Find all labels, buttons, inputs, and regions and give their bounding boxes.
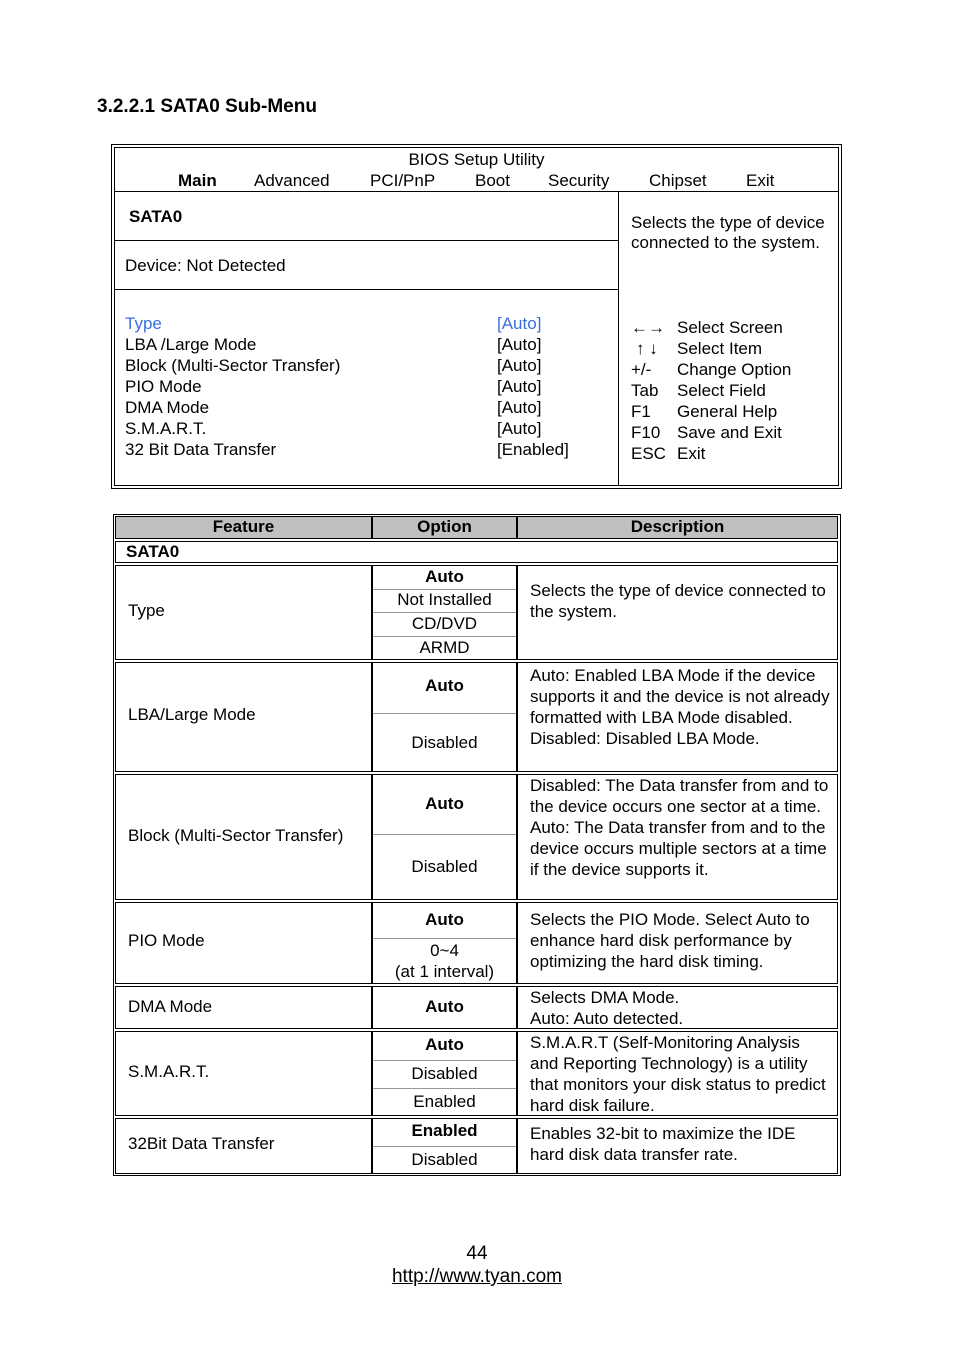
table-row-pio-description: [517, 902, 838, 984]
table-row-smart-options: [372, 1031, 517, 1116]
option-value: Enabled: [373, 1121, 516, 1147]
table-row-32bit-feature: [115, 1118, 372, 1174]
key-action: General Help: [677, 402, 778, 421]
table-row-lba-feature: [115, 662, 372, 772]
description-text: S.M.A.R.T (Self-Monitoring Analysis and Reporting Technology) is a utility that monitors your disk status to predict hard disk failure.: [530, 1033, 826, 1115]
key-label: Tab: [631, 381, 659, 400]
key-legend: [631, 317, 831, 464]
footer-link-wrap: [0, 1266, 954, 1288]
option-value: CD/DVD: [373, 614, 516, 637]
bios-item-lba[interactable]: LBA /Large Mode: [125, 335, 257, 354]
bios-item-smart[interactable]: S.M.A.R.T.: [125, 419, 207, 438]
feature-label: 32Bit Data Transfer: [128, 1134, 275, 1153]
option-value: ARMD: [419, 638, 470, 657]
key-action: Exit: [677, 444, 706, 463]
description-text: Auto: Enabled LBA Mode if the device supports it and the device is not already formatted with LBA Mode disabled. Disabled: Disabled LBA Mode.: [530, 666, 830, 748]
option-value: Auto: [373, 1035, 516, 1061]
divider: [115, 240, 618, 241]
bios-frame: [114, 147, 839, 486]
page-number: 44: [466, 1243, 488, 1264]
option-value: Auto: [425, 997, 464, 1016]
option-value: (at 1 interval): [394, 962, 495, 981]
divider: [115, 191, 838, 192]
bios-value-smart[interactable]: [Auto]: [497, 419, 542, 438]
option-value: Disabled: [411, 1150, 478, 1169]
option-value: Not Installed: [373, 590, 516, 613]
description-text: Selects the type of device connected to the system.: [530, 581, 826, 621]
feature-label: Type: [128, 601, 165, 620]
menu-main[interactable]: Main: [178, 171, 217, 190]
table-row-block-options: [372, 774, 517, 900]
option-value: Disabled: [373, 1064, 516, 1089]
key-action: Select Item: [677, 339, 763, 358]
table-row-32bit-description: [517, 1118, 838, 1174]
table-row-type-options: [372, 565, 517, 660]
header-description: Description: [517, 516, 838, 539]
bios-item-values: [497, 313, 607, 460]
key-action: Select Screen: [677, 318, 783, 337]
feature-label: LBA/Large Mode: [128, 705, 256, 724]
option-value: Disabled: [411, 857, 478, 876]
bios-screen: [111, 144, 842, 489]
menu-advanced[interactable]: Advanced: [254, 171, 330, 190]
bios-item-type[interactable]: Type: [125, 314, 162, 333]
key-action: Save and Exit: [677, 423, 782, 442]
footer-link[interactable]: http://www.tyan.com: [391, 1266, 562, 1287]
feature-label: S.M.A.R.T.: [128, 1062, 210, 1081]
description-text: Selects DMA Mode. Auto: Auto detected.: [530, 988, 684, 1028]
header-feature: Feature: [115, 516, 372, 539]
table-row-lba-description: [517, 662, 838, 772]
option-value: Auto: [373, 794, 516, 835]
table-row-block-feature: [115, 774, 372, 900]
table-row-32bit-options: [372, 1118, 517, 1174]
section-heading: 3.2.2.1 SATA0 Sub-Menu: [97, 96, 317, 117]
table-row-dma-feature: [115, 986, 372, 1029]
key-label: F10: [631, 423, 661, 442]
help-text: Selects the type of device connected to the system.: [631, 213, 825, 252]
description-text: Selects the PIO Mode. Select Auto to enhance hard disk performance by optimizing the hard disk timing.: [530, 910, 810, 971]
option-value: Auto: [373, 910, 516, 939]
option-value: 0~4: [430, 941, 459, 960]
bios-item-labels: [125, 313, 485, 460]
table-section: SATA0: [115, 541, 838, 563]
bios-value-lba[interactable]: [Auto]: [497, 335, 542, 354]
menu-security[interactable]: Security: [548, 171, 610, 190]
bios-item-pio[interactable]: PIO Mode: [125, 377, 202, 396]
bios-item-32bit[interactable]: 32 Bit Data Transfer: [125, 440, 277, 459]
divider: [115, 289, 618, 290]
menu-pcipnp[interactable]: PCI/PnP: [370, 171, 436, 190]
bios-section-title: SATA0: [129, 207, 183, 226]
menu-boot[interactable]: Boot: [475, 171, 510, 190]
table-row-smart-description: [517, 1031, 838, 1116]
table-row-block-description: [517, 774, 838, 900]
key-label: +/-: [631, 360, 652, 379]
key-label: F1: [631, 402, 651, 421]
arrow-up-down-icon: ↑ ↓: [636, 339, 658, 358]
option-value: Auto: [373, 676, 516, 714]
table-row-dma-description: [517, 986, 838, 1029]
option-value: Enabled: [413, 1092, 476, 1111]
bios-value-pio[interactable]: [Auto]: [497, 377, 542, 396]
bios-item-block[interactable]: Block (Multi-Sector Transfer): [125, 356, 341, 375]
description-text: Disabled: The Data transfer from and to the device occurs one sector at a time. Auto: The Data transfer from and to the device occurs multiple sectors at a time if the device supports it.: [530, 776, 829, 879]
option-value: Disabled: [411, 733, 478, 752]
bios-value-type[interactable]: [Auto]: [497, 314, 542, 333]
key-action: Select Field: [677, 381, 766, 400]
bios-value-32bit[interactable]: [Enabled]: [497, 440, 569, 459]
table-row-pio-options: [372, 902, 517, 984]
divider: [618, 191, 619, 485]
table-row-smart-feature: [115, 1031, 372, 1116]
bios-item-dma[interactable]: DMA Mode: [125, 398, 210, 417]
arrow-left-right-icon: ←→: [631, 318, 665, 337]
table-row-type-feature: [115, 565, 372, 660]
menu-exit[interactable]: Exit: [746, 171, 775, 190]
table-row-lba-options: [372, 662, 517, 772]
key-label: ESC: [631, 444, 666, 463]
feature-table: [113, 514, 841, 1176]
feature-label: PIO Mode: [128, 931, 205, 950]
header-option: Option: [372, 516, 517, 539]
table-row-pio-feature: [115, 902, 372, 984]
feature-label: DMA Mode: [128, 997, 213, 1016]
device-status: Device: Not Detected: [125, 256, 286, 275]
bios-value-block[interactable]: [Auto]: [497, 356, 542, 375]
key-action: Change Option: [677, 360, 792, 379]
description-text: Enables 32-bit to maximize the IDE hard disk data transfer rate.: [530, 1124, 796, 1164]
bios-title: BIOS Setup Utility: [408, 150, 545, 169]
option-value: Auto: [373, 567, 516, 590]
bios-value-dma[interactable]: [Auto]: [497, 398, 542, 417]
feature-label: Block (Multi-Sector Transfer): [128, 826, 344, 845]
table-row-type-description: [517, 565, 838, 660]
menu-chipset[interactable]: Chipset: [649, 171, 707, 190]
table-row-dma-options: [372, 986, 517, 1029]
